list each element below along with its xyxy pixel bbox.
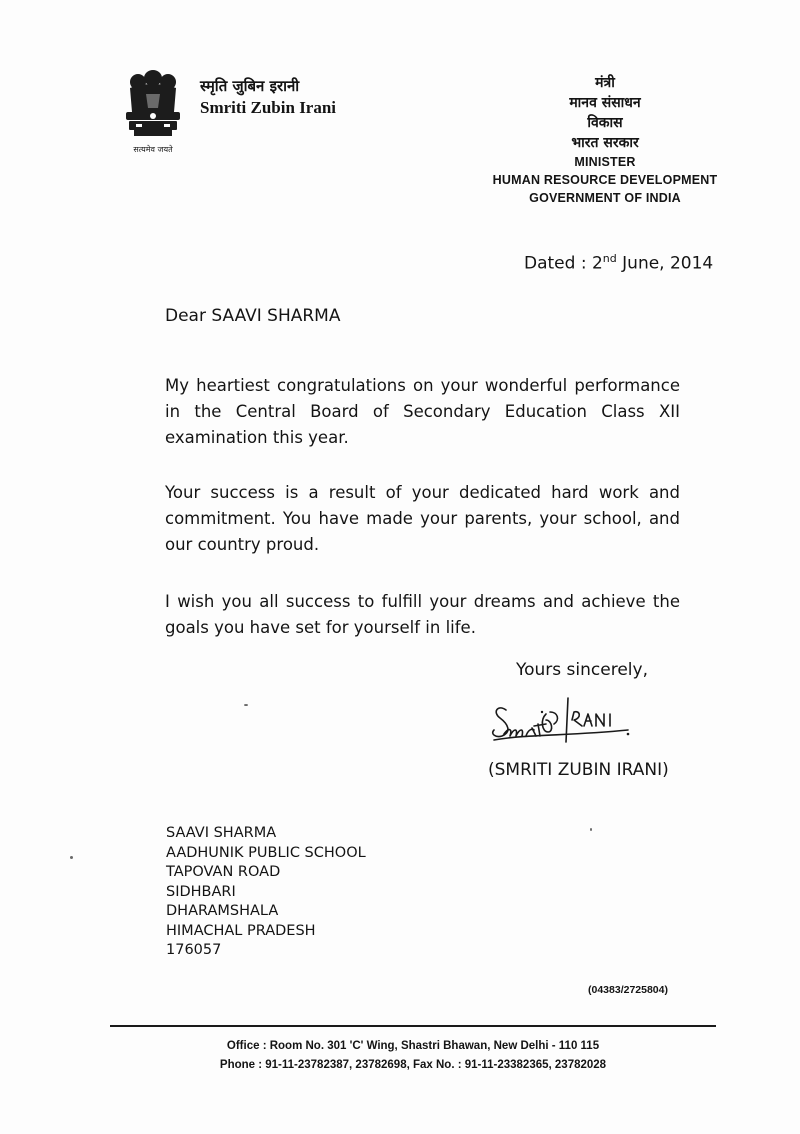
emblem-motto: सत्यमेव जयते	[133, 145, 173, 154]
date-superscript: nd	[602, 252, 617, 265]
address-line: TAPOVAN ROAD	[166, 864, 281, 880]
designation-english-line: MINISTER	[574, 155, 636, 169]
footer	[110, 1037, 716, 1075]
scan-speck	[244, 704, 248, 706]
closing: Yours sincerely,	[516, 660, 648, 680]
footer-phone: Phone : 91-11-23782387, 23782698, Fax No. : 91-11-23382365, 23782028	[219, 1059, 607, 1071]
reference-number: (04383/2725804)	[588, 984, 668, 996]
footer-office: Office : Room No. 301 'C' Wing, Shastri Bhawan, New Delhi - 110 115	[226, 1040, 600, 1052]
designation-english-line: GOVERNMENT OF INDIA	[529, 191, 681, 205]
address-line: DHARAMSHALA	[166, 903, 279, 919]
designation-english-line: HUMAN RESOURCE DEVELOPMENT	[492, 173, 718, 187]
address-line: SAAVI SHARMA	[166, 825, 277, 841]
address-line: AADHUNIK PUBLIC SCHOOL	[166, 844, 366, 861]
body-paragraph: My heartiest congratulations on your wonderful performance in the Central Board of Secondary Education Class XII examination this year.	[165, 376, 680, 447]
scan-speck	[590, 828, 592, 831]
handwritten-signature	[488, 690, 638, 748]
designation-hindi-line: मानव संसाधन	[569, 95, 641, 111]
minister-name-english: Smriti Zubin Irani	[200, 98, 337, 117]
date-rest: June, 2014	[616, 253, 714, 274]
national-emblem-icon	[116, 66, 190, 158]
designation-block	[470, 73, 740, 207]
recipient-address	[166, 824, 366, 961]
address-line: HIMACHAL PRADESH	[166, 922, 316, 939]
designation-hindi-line: विकास	[587, 115, 623, 131]
address-line: 176057	[166, 942, 222, 958]
scan-speck	[70, 856, 73, 859]
address-line: SIDHBARI	[166, 883, 236, 900]
date-label: Dated : 2	[524, 253, 603, 274]
letter-date	[524, 252, 713, 274]
minister-name-hindi: स्मृति जुबिन इरानी	[200, 77, 300, 95]
body-paragraph: I wish you all success to fulfill your dreams and achieve the goals you have set for yourself in life.	[165, 592, 680, 637]
salutation: Dear SAAVI SHARMA	[165, 306, 341, 326]
designation-hindi-line: भारत सरकार	[571, 135, 639, 151]
body-paragraph: Your success is a result of your dedicated hard work and commitment. You have made your parents, your school, and our country proud.	[165, 483, 680, 554]
footer-divider	[110, 1025, 716, 1027]
designation-hindi-line: मंत्री	[595, 75, 615, 91]
signatory-name: (SMRITI ZUBIN IRANI)	[488, 760, 669, 780]
